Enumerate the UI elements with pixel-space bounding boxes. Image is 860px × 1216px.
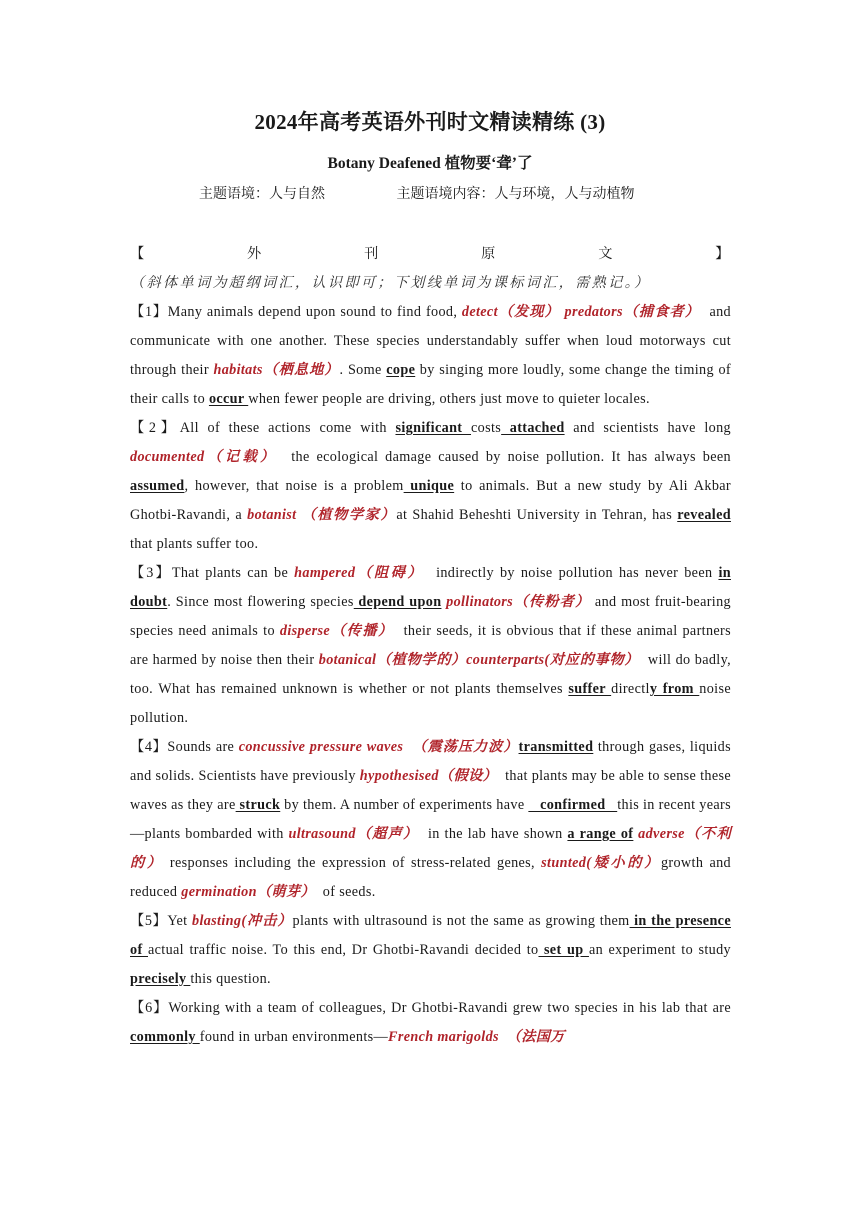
document-title: 2024年高考英语外刊时文精读精练 (3) <box>254 110 606 134</box>
text-run: , however, that noise is a problem <box>184 478 404 494</box>
text-run: that plants suffer too. <box>130 536 259 552</box>
text-run: . Since most flowering species <box>167 594 354 610</box>
key-vocabulary: struck <box>235 797 281 813</box>
key-vocabulary: depend upon <box>353 594 442 610</box>
key-vocabulary: unique <box>403 478 455 494</box>
key-vocabulary: y from <box>649 681 700 697</box>
paragraph-number: 【1】 <box>130 304 168 320</box>
glossed-term: hypothesised（假设） <box>359 768 498 784</box>
paragraph-1 <box>130 298 735 414</box>
paragraph-number: 【2】 <box>130 420 180 436</box>
paragraph-number: 【3】 <box>130 565 172 581</box>
theme-context: 主题语境：人与自然 <box>199 187 325 202</box>
key-vocabulary: confirmed <box>528 797 618 813</box>
text-run: by them. A number of experiments have <box>280 797 529 813</box>
text-run: and communicate with one another. These species understandably suffer when loud motorways cut through their <box>130 304 735 378</box>
paragraph-3 <box>130 559 735 733</box>
key-vocabulary: assumed <box>130 478 185 494</box>
intro-paragraph <box>130 240 731 298</box>
glossed-term: pollinators（传粉者） <box>446 594 591 610</box>
paragraph-5 <box>130 907 731 994</box>
glossed-term: French marigolds （法国万 <box>388 1029 565 1045</box>
glossed-term: germination（萌芽） <box>181 884 315 900</box>
paragraphs <box>130 298 735 1052</box>
text-run: Yet <box>167 913 192 929</box>
text-run: indirectly by noise pollution has never been <box>424 565 719 581</box>
text-run: their seeds, it is obvious that if these animal partners are harmed by noise then their <box>130 623 735 668</box>
key-vocabulary: revealed <box>677 507 731 523</box>
text-run: directl <box>611 681 650 697</box>
text-run: That plants can be <box>171 565 295 581</box>
key-vocabulary: suffer <box>568 681 612 697</box>
text-run: the ecological damage caused by noise pollution. It has always been <box>277 449 735 465</box>
text-run: All of these actions come with <box>179 420 396 436</box>
text-run: actual traffic noise. To this end, Dr Ghotbi-Ravandi decided to <box>148 942 539 958</box>
section-note: （斜体单词为超纲词汇，认识即可；下划线单词为课标词汇，需熟记。） <box>130 275 651 291</box>
text-run: growth and reduced <box>130 855 732 900</box>
glossed-term: disperse（传播） <box>279 623 394 639</box>
text-run: . Some <box>339 362 387 378</box>
glossed-term: habitats（栖息地） <box>213 362 340 378</box>
glossed-term: hampered（阻碍） <box>294 565 425 581</box>
text-run: responses including the expression of stress-related genes, <box>163 855 542 871</box>
text-run: plants with ultrasound is not the same as growing them <box>292 913 630 929</box>
key-vocabulary: in doubt <box>130 565 731 610</box>
glossed-term: concussive pressure waves （震荡压力波） <box>238 739 519 755</box>
text-run: this question. <box>190 971 271 987</box>
text-run: through gases, liquids and solids. Scientists have previously <box>130 739 731 784</box>
text-run: that plants may be able to sense these waves as they are <box>130 768 735 813</box>
text-run: this in recent years—plants bombarded with <box>130 797 731 842</box>
document-subtitle: Botany Deafened 植物要‘聋’了 <box>327 155 533 172</box>
text-run: by singing more loudly, some change the timing of their calls to <box>130 362 731 407</box>
text-run: noise pollution. <box>130 681 731 726</box>
glossed-term: detect（发现） <box>461 304 560 320</box>
glossed-term: stunted(矮小的） <box>541 855 661 871</box>
text-run: costs <box>471 420 502 436</box>
section-label: 【外刊原文】 <box>130 246 731 262</box>
glossed-term: botanical（植物学的）counterparts(对应的事物） <box>318 652 640 668</box>
article-body <box>130 240 735 1052</box>
glossed-term: blasting(冲击） <box>192 913 293 929</box>
text-run: Many animals depend upon sound to find food, <box>167 304 462 320</box>
glossed-term: adverse（不利的） <box>130 826 732 871</box>
key-vocabulary: cope <box>386 362 416 378</box>
paragraph-6 <box>130 994 731 1052</box>
glossed-term: predators（捕食者） <box>564 304 701 320</box>
key-vocabulary: a range of <box>567 826 634 842</box>
key-vocabulary: in the presence of <box>130 913 731 958</box>
text-run: Sounds are <box>167 739 239 755</box>
paragraph-number: 【5】 <box>130 913 168 929</box>
paragraph-2 <box>130 414 735 559</box>
glossed-term: ultrasound（超声） <box>288 826 419 842</box>
key-vocabulary: set up <box>538 942 589 958</box>
text-run: will do badly, too. What has remained unknown is whether or not plants themselves <box>130 652 735 697</box>
key-vocabulary: precisely <box>130 971 191 987</box>
theme-row <box>199 183 635 203</box>
key-vocabulary: commonly <box>130 1029 200 1045</box>
text-run: an experiment to study <box>588 942 731 958</box>
text-run: and most fruit-bearing species need animals to <box>130 594 731 639</box>
key-vocabulary: transmitted <box>518 739 594 755</box>
glossed-term: botanist （植物学家） <box>247 507 397 523</box>
text-run: to animals. But a new study by Ali Akbar Ghotbi-Ravandi, a <box>130 478 731 523</box>
text-run: when fewer people are driving, others just move to quieter locales. <box>248 391 650 407</box>
key-vocabulary: significant <box>395 420 472 436</box>
theme-content: 主题语境内容：人与环境，人与动植物 <box>396 187 635 202</box>
glossed-term: documented（记载） <box>130 449 278 465</box>
text-run: and scientists have long <box>564 420 731 436</box>
text-run: Working with a team of colleagues, Dr Ghotbi-Ravandi grew two species in his lab that are <box>168 1000 731 1016</box>
paragraph-4 <box>130 733 735 907</box>
text-run: at Shahid Beheshti University in Tehran, has <box>396 507 678 523</box>
key-vocabulary: attached <box>501 420 565 436</box>
key-vocabulary: occur <box>208 391 249 407</box>
paragraph-number: 【6】 <box>130 1000 169 1016</box>
text-run: found in urban environments— <box>199 1029 389 1045</box>
text-run: of seeds. <box>315 884 376 900</box>
text-run: in the lab have shown <box>418 826 568 842</box>
paragraph-number: 【4】 <box>130 739 168 755</box>
